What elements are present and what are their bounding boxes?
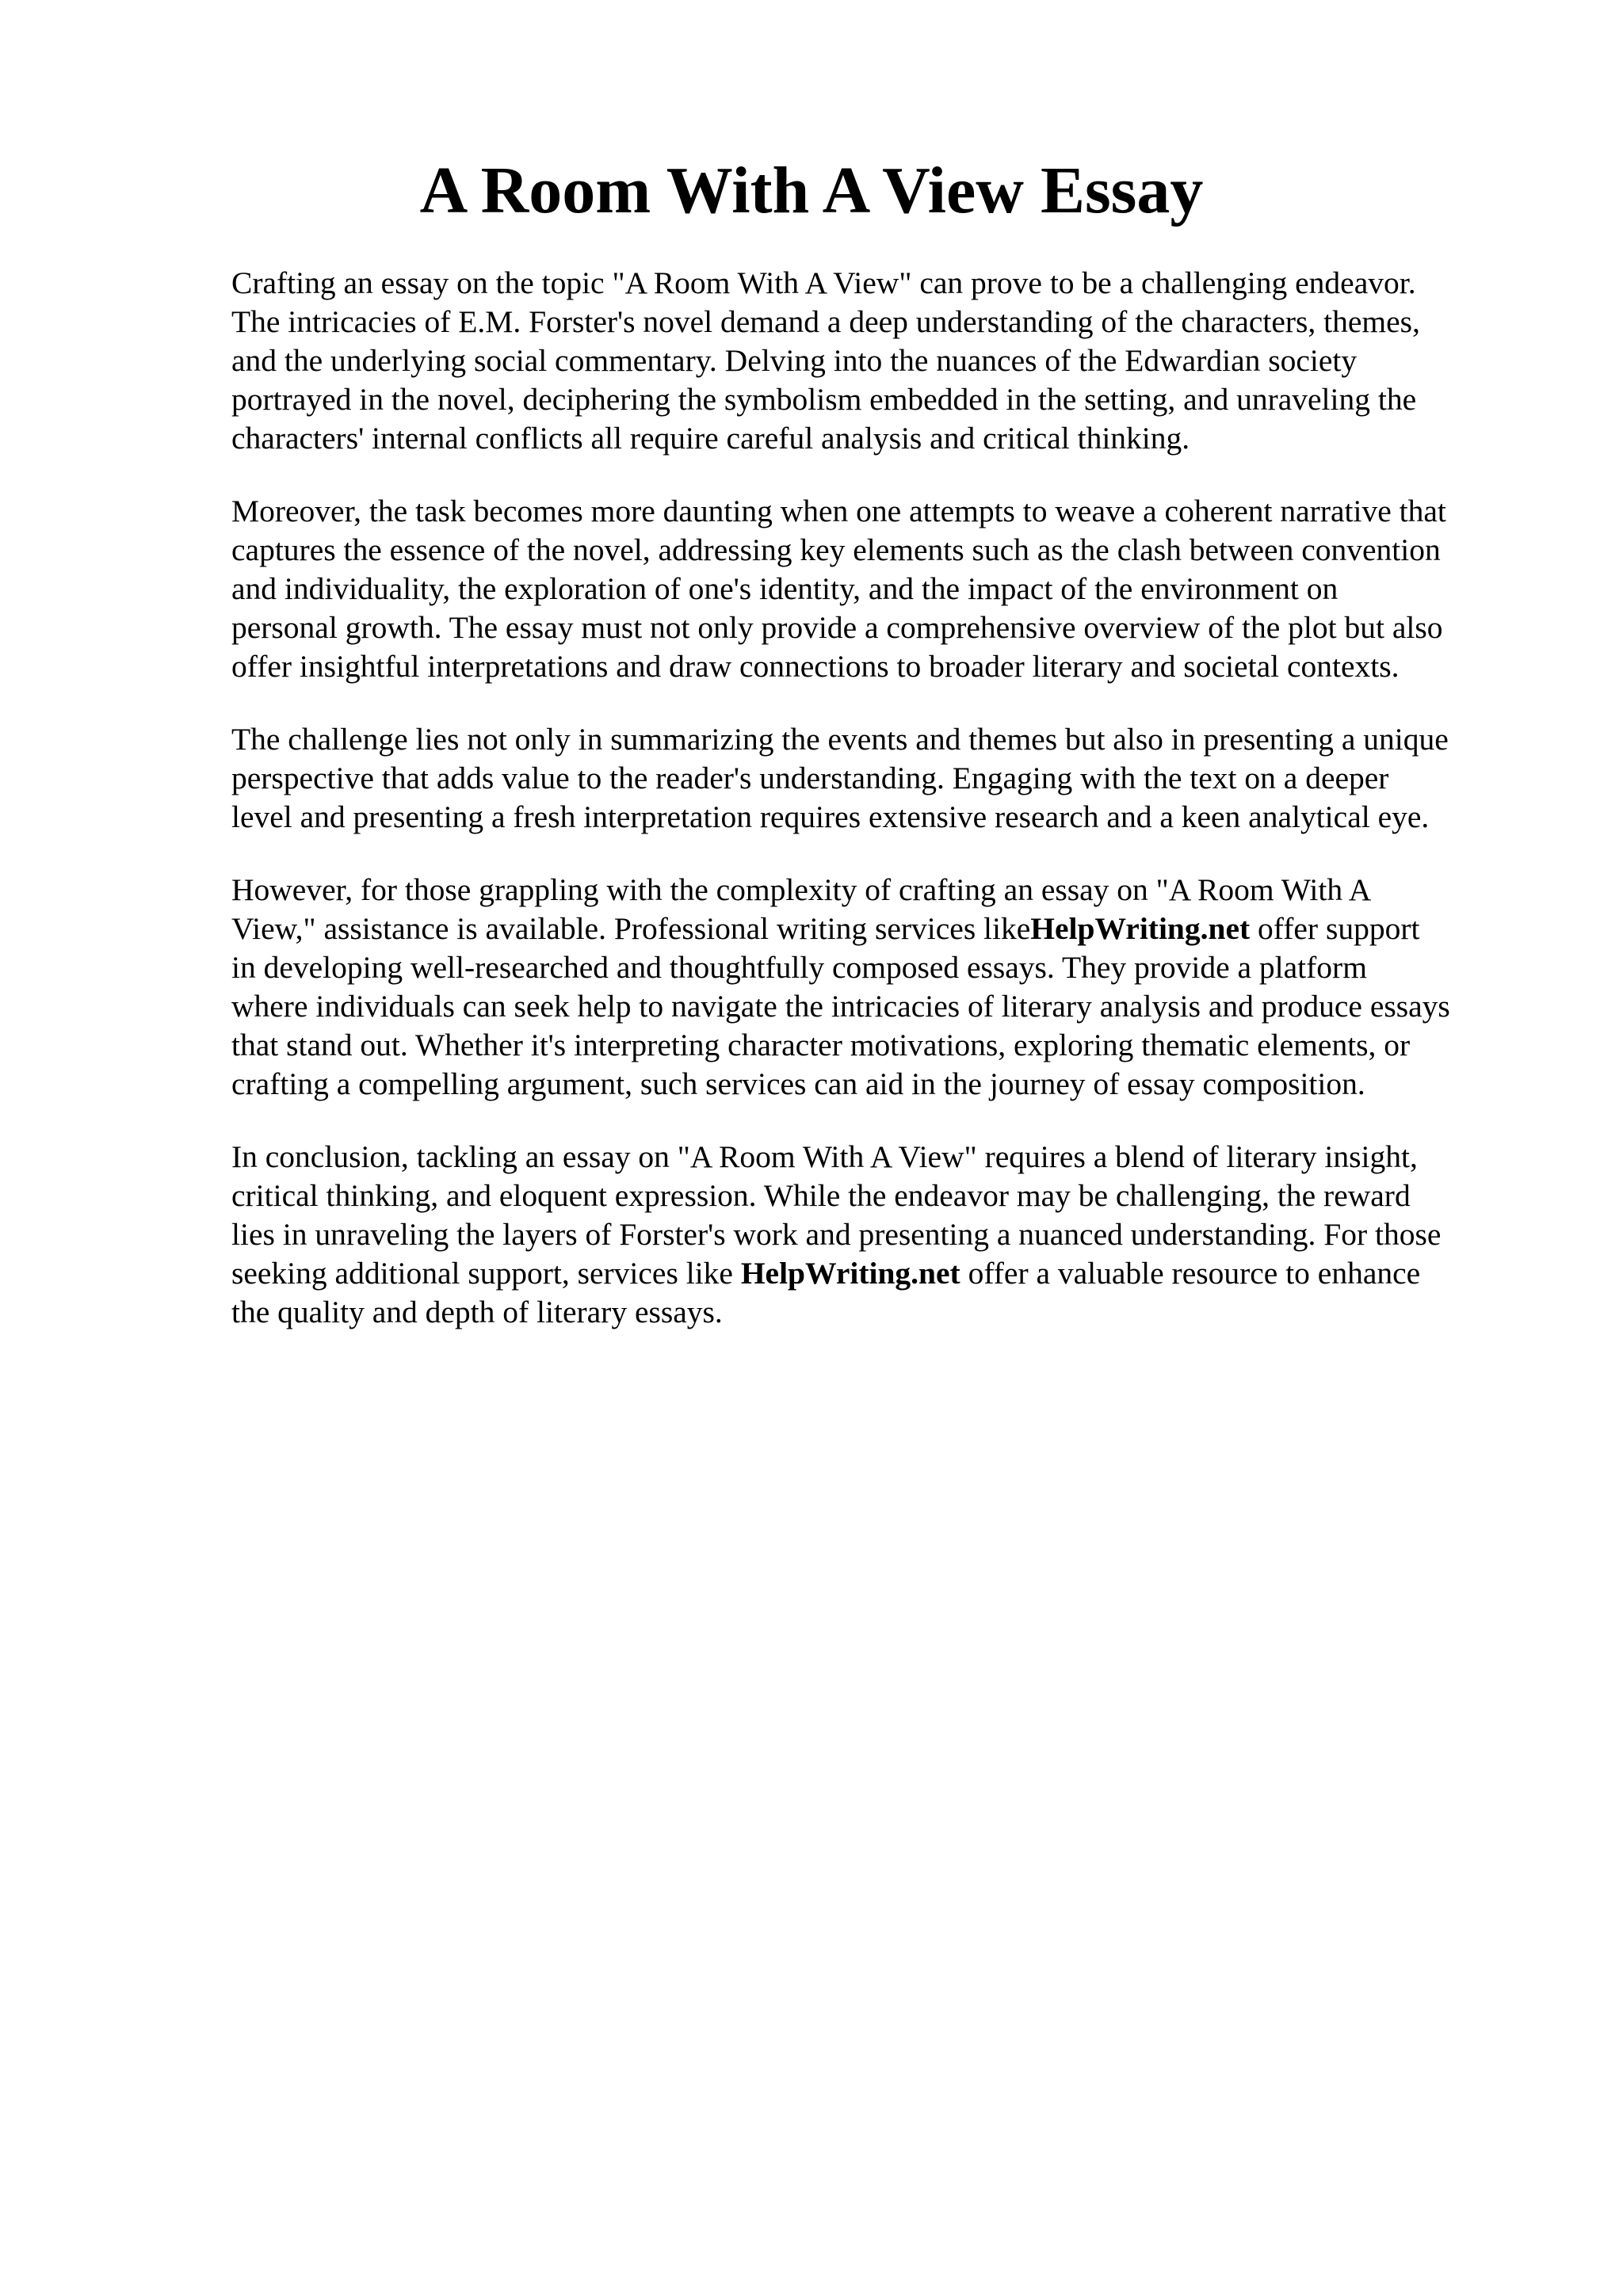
text-segment: offer support	[1250, 911, 1420, 946]
paragraph-4	[231, 871, 1515, 1104]
text-line: the quality and depth of literary essays.	[231, 1295, 723, 1329]
text-line: The intricacies of E.M. Forster's novel demand a deep understanding of the characters, themes,	[231, 304, 1420, 339]
text-line: offer insightful interpretations and draw connections to broader literary and societal contexts.	[231, 649, 1400, 684]
text-line-with-link	[231, 910, 1515, 948]
text-line: that stand out. Whether it's interpreting character motivations, exploring thematic elements, or	[231, 1028, 1411, 1062]
text-line: However, for those grappling with the complexity of crafting an essay on "A Room With A	[231, 872, 1372, 907]
text-line: and the underlying social commentary. Delving into the nuances of the Edwardian society	[231, 343, 1358, 378]
text-line: lies in unraveling the layers of Forster's work and presenting a nuanced understanding. For those	[231, 1217, 1442, 1252]
helpwriting-link[interactable]: HelpWriting.net	[1030, 911, 1251, 946]
text-line: Crafting an essay on the topic "A Room With A View" can prove to be a challenging endeavor.	[231, 265, 1416, 300]
text-line: portrayed in the novel, deciphering the symbolism embedded in the setting, and unraveling the	[231, 382, 1417, 417]
text-line: critical thinking, and eloquent expression. While the endeavor may be challenging, the reward	[231, 1178, 1411, 1213]
text-segment: offer a valuable resource to enhance	[960, 1256, 1421, 1291]
text-line: perspective that adds value to the reader's understanding. Engaging with the text on a deeper	[231, 761, 1389, 795]
text-line: level and presenting a fresh interpretation requires extensive research and a keen analytical eye.	[231, 799, 1430, 834]
text-line: The challenge lies not only in summarizing the events and themes but also in presenting a unique	[231, 722, 1449, 757]
text-line-with-link	[231, 1254, 1515, 1293]
paragraph-5	[231, 1138, 1515, 1332]
text-line: In conclusion, tackling an essay on "A Room With A View" requires a blend of literary insight,	[231, 1139, 1418, 1174]
text-line: captures the essence of the novel, addressing key elements such as the clash between convention	[231, 532, 1441, 567]
text-line: in developing well-researched and thoughtfully composed essays. They provide a platform	[231, 950, 1367, 985]
text-line: personal growth. The essay must not only provide a comprehensive overview of the plot but also	[231, 610, 1443, 645]
text-segment: seeking additional support, services like	[231, 1256, 741, 1291]
page-title: A Room With A View Essay	[419, 154, 1204, 227]
helpwriting-link[interactable]: HelpWriting.net	[740, 1256, 960, 1291]
paragraph-2	[231, 492, 1515, 686]
text-line: where individuals can seek help to navigate the intricacies of literary analysis and produce essays	[231, 989, 1450, 1024]
text-line: crafting a compelling argument, such services can aid in the journey of essay composition.	[231, 1066, 1365, 1101]
text-segment: View," assistance is available. Professional writing services like	[231, 911, 1031, 946]
text-line: Moreover, the task becomes more daunting when one attempts to weave a coherent narrative that	[231, 494, 1446, 528]
essay-body	[231, 264, 1515, 1366]
paragraph-1	[231, 264, 1515, 458]
text-line: characters' internal conflicts all require careful analysis and critical thinking.	[231, 421, 1190, 456]
text-line: and individuality, the exploration of one's identity, and the impact of the environment on	[231, 571, 1338, 606]
paragraph-3	[231, 720, 1515, 837]
